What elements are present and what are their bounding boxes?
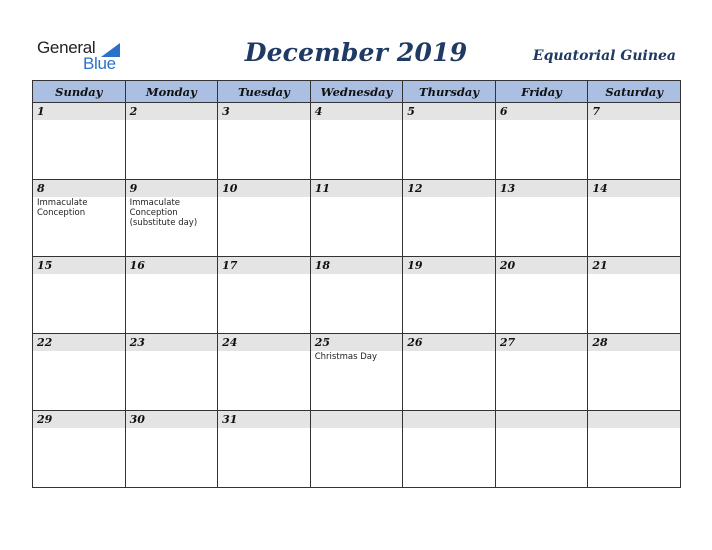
day-number: 8 [33,180,125,197]
day-cell [310,334,403,411]
weekday-header: Sunday [33,81,126,103]
day-number: 6 [496,103,588,120]
day-number: 15 [33,257,125,274]
day-number [403,411,495,428]
day-number: 17 [218,257,310,274]
day-number: 22 [33,334,125,351]
day-number: 19 [403,257,495,274]
day-number: 25 [311,334,403,351]
day-cell [495,103,588,180]
day-number: 14 [588,180,680,197]
day-cell [125,180,218,257]
day-number [311,411,403,428]
day-number: 23 [126,334,218,351]
week-row [33,334,681,411]
calendar-title: December 2019 [244,38,468,67]
day-cell [403,411,496,488]
day-cell [403,334,496,411]
weekday-header: Thursday [403,81,496,103]
calendar-grid [32,80,681,488]
day-cell [588,103,681,180]
day-cell [125,411,218,488]
day-number: 28 [588,334,680,351]
day-cell [588,411,681,488]
weekday-header-row [33,81,681,103]
day-number: 3 [218,103,310,120]
week-row [33,103,681,180]
day-number: 26 [403,334,495,351]
day-number: 13 [496,180,588,197]
day-number: 18 [311,257,403,274]
day-cell [495,334,588,411]
day-cell [310,180,403,257]
day-cell [33,180,126,257]
logo-text-blue: Blue [83,54,116,73]
day-number: 16 [126,257,218,274]
day-cell [218,257,311,334]
day-cell [218,180,311,257]
day-number [588,411,680,428]
day-number: 30 [126,411,218,428]
day-cell [403,180,496,257]
weekday-header: Friday [495,81,588,103]
day-cell [218,411,311,488]
weekday-header: Saturday [588,81,681,103]
day-number: 11 [311,180,403,197]
day-number: 31 [218,411,310,428]
day-number: 21 [588,257,680,274]
country-name: Equatorial Guinea [532,48,676,64]
week-row [33,180,681,257]
day-cell [33,103,126,180]
week-row [33,411,681,488]
day-number: 10 [218,180,310,197]
day-number: 7 [588,103,680,120]
logo-text-general: General [37,38,96,57]
day-cell [403,103,496,180]
day-cell [310,411,403,488]
week-row [33,257,681,334]
day-cell [495,411,588,488]
weekday-header: Tuesday [218,81,311,103]
day-cell [310,103,403,180]
day-number: 4 [311,103,403,120]
weekday-header: Monday [125,81,218,103]
day-number: 1 [33,103,125,120]
day-cell [125,257,218,334]
day-number: 20 [496,257,588,274]
day-number: 27 [496,334,588,351]
day-cell [218,103,311,180]
day-number: 24 [218,334,310,351]
day-cell [218,334,311,411]
day-number: 9 [126,180,218,197]
day-cell [125,334,218,411]
day-cell [33,334,126,411]
day-cell [588,180,681,257]
day-number: 5 [403,103,495,120]
day-cell [125,103,218,180]
day-cell [33,257,126,334]
day-number: 2 [126,103,218,120]
day-cell [33,411,126,488]
day-number: 29 [33,411,125,428]
holiday-label: Immaculate Conception (substitute day) [129,198,198,228]
day-cell [495,180,588,257]
holiday-label: Christmas Day [314,352,378,362]
day-number [496,411,588,428]
day-cell [495,257,588,334]
day-number: 12 [403,180,495,197]
day-cell [310,257,403,334]
day-cell [403,257,496,334]
day-cell [588,334,681,411]
holiday-label: Immaculate Conception [37,198,88,218]
weekday-header: Wednesday [310,81,403,103]
day-cell [588,257,681,334]
